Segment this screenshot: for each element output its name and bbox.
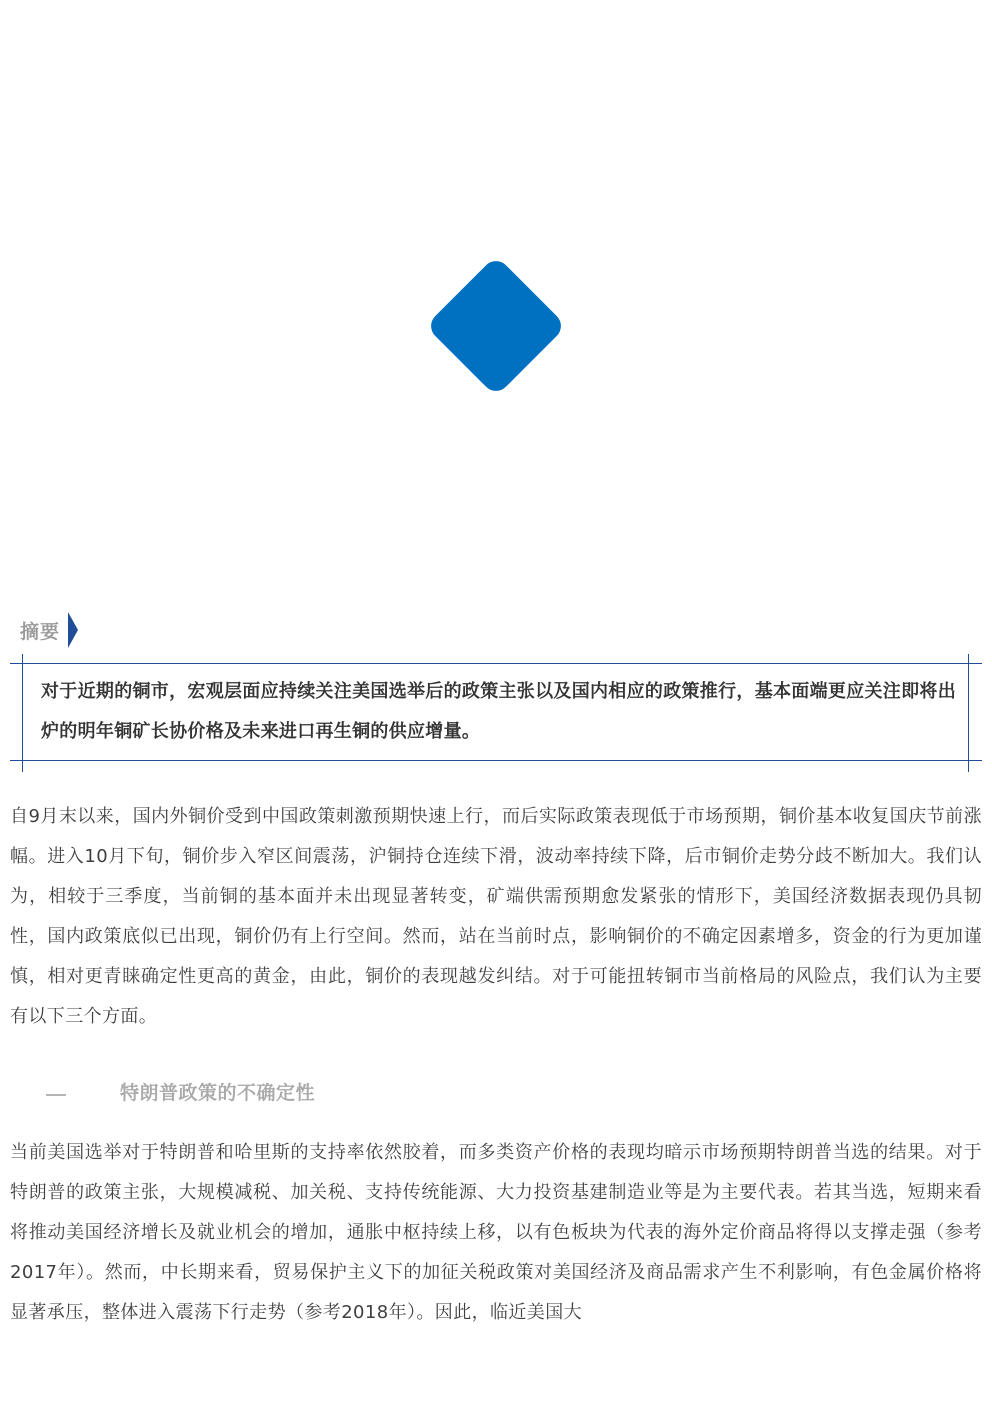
summary-text: 对于近期的铜市，宏观层面应持续关注美国选举后的政策主张以及国内相应的政策推行，基本面端更应关注即将出炉的明年铜矿长协价格及未来进口再生铜的供应增量。 xyxy=(41,681,956,742)
cover-area xyxy=(0,0,992,560)
heading-title: 特朗普政策的不确定性 xyxy=(120,1082,316,1104)
diamond-icon xyxy=(425,255,566,396)
section-heading-1 xyxy=(0,1074,992,1110)
section-label: 摘要 xyxy=(20,620,61,643)
summary-border-left xyxy=(22,654,23,772)
heading-dash-icon xyxy=(46,1094,66,1096)
body-paragraph-2: 当前美国选举对于特朗普和哈里斯的支持率依然胶着，而多类资产价格的表现均暗示市场预期特朗普当选的结果。对于特朗普的政策主张，大规模减税、加关税、支持传统能源、大力投资基建制造业等是为主要代表。若其当选，短期来看将推动美国经济增长及就业机会的增加，通胀中枢持续上移，以有色板块为代表的海外定价商品将得以支撑走强（参考2017年）。然而，中长期来看，贸易保护主义下的加征关税政策对美国经济及商品需求产生不利影响，有色金属价格将显著承压，整体进入震荡下行走势（参考2018年）。因此，临近美国大 xyxy=(10,1142,982,1323)
section-tag-abstract xyxy=(20,612,78,648)
summary-border-top xyxy=(10,663,982,664)
body-paragraph-1: 自9月末以来，国内外铜价受到中国政策刺激预期快速上行，而后实际政策表现低于市场预期，铜价基本收复国庆节前涨幅。进入10月下旬，铜价步入窄区间震荡，沪铜持仓连续下滑，波动率持续下降，后市铜价走势分歧不断加大。我们认为，相较于三季度，当前铜的基本面并未出现显著转变，矿端供需预期愈发紧张的情形下，美国经济数据表现仍具韧性，国内政策底似已出现，铜价仍有上行空间。然而，站在当前时点，影响铜价的不确定因素增多，资金的行为更加谨慎，相对更青睐确定性更高的黄金，由此，铜价的表现越发纠结。对于可能扭转铜市当前格局的风险点，我们认为主要有以下三个方面。 xyxy=(10,806,982,1027)
summary-border-right xyxy=(968,654,969,772)
summary-border-bottom xyxy=(10,760,982,761)
arrow-right-icon xyxy=(68,612,78,648)
summary-box xyxy=(10,654,982,772)
